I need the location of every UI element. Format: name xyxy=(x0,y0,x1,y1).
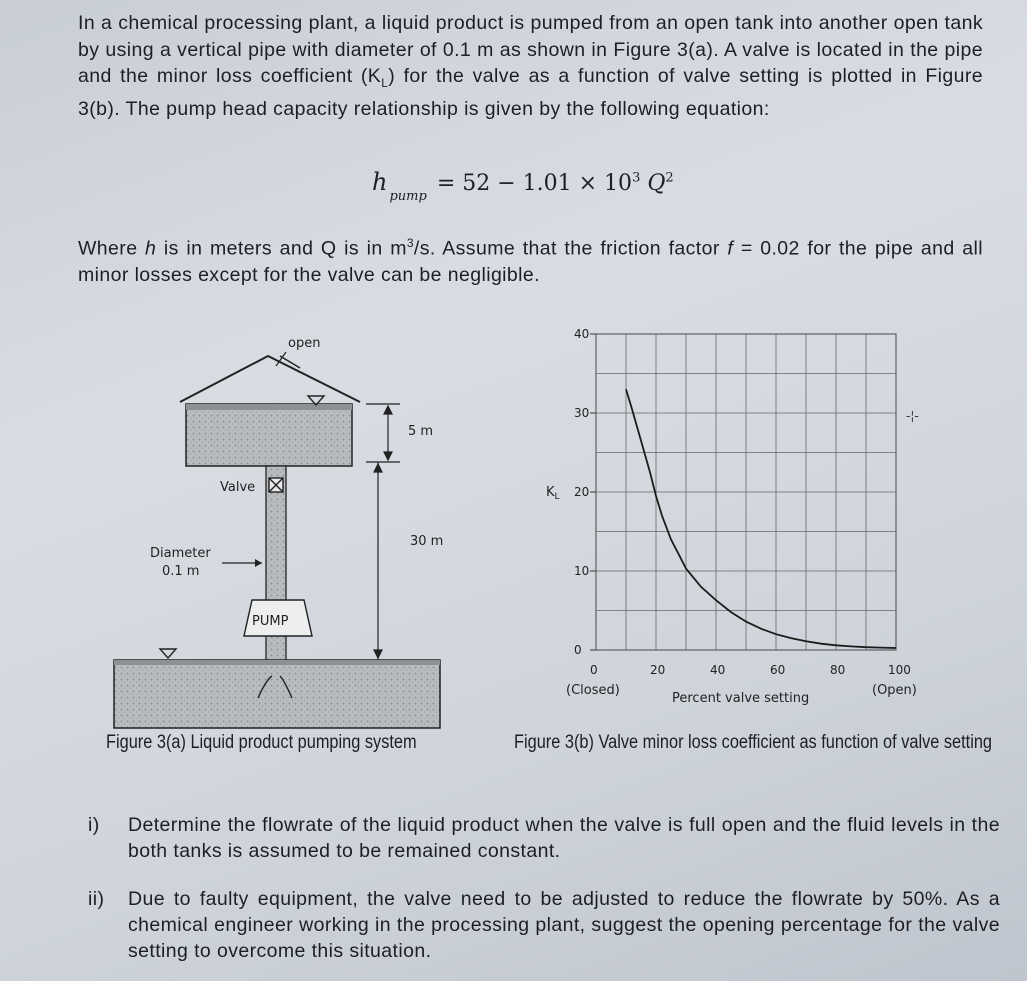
tank-roof xyxy=(180,356,360,402)
y-tick-label: 20 xyxy=(574,485,590,499)
problem-assumptions: Where h is in meters and Q is in $m^3/s$. Assume that the friction factor f = 0.02 for the pipe and all minor losses except for the valve can be negligible. xyxy=(78,236,983,286)
y-tick-label: 0 xyxy=(574,643,582,657)
chart-ticks xyxy=(574,327,911,677)
x-tick-note-closed: (Closed) xyxy=(566,683,620,698)
label-pump: PUMP xyxy=(252,614,289,629)
x-tick-label: 100 xyxy=(888,663,911,677)
x-tick-note-open: (Open) xyxy=(872,683,917,698)
crosshair-icon: -¦- xyxy=(906,409,919,423)
label-valve: Valve xyxy=(220,480,256,495)
problem-intro: In a chemical processing plant, a liquid product is pumped from an open tank into another open tank by using a vertical pipe with diameter of 0.1 m as shown in Figure 3(a). A valve is located in the pipe and the minor loss coefficient $(K_L)$ for the valve as a function of valve setting is plotted in Figure 3(b). The pump head capacity relationship is given by the following equation: xyxy=(78,12,983,121)
label-30m: 30 m xyxy=(410,534,444,549)
label-diameter-value: 0.1 m xyxy=(162,564,200,579)
y-tick-label: 10 xyxy=(574,564,590,578)
dimension-30m xyxy=(374,462,382,660)
kl-curve xyxy=(626,389,896,648)
x-tick-label: 20 xyxy=(650,663,666,677)
figure-3a-pumping-system xyxy=(100,320,480,730)
figure-3b-chart xyxy=(530,320,950,715)
lower-tank xyxy=(114,660,440,728)
label-open: open xyxy=(288,336,321,351)
question-text: Determine the flowrate of the liquid product when the valve is full open and the fluid levels in the both tanks is assumed to be remained constant. xyxy=(128,814,1000,862)
x-axis-label: Percent valve setting xyxy=(672,691,810,706)
question-number: i) xyxy=(88,814,100,836)
kl-subscript: L xyxy=(381,75,389,90)
x-tick-label: 0 xyxy=(590,663,598,677)
pump-head-equation: $h_{pump}= 52 - 1.01 \times 10^3$ $Q^2$ xyxy=(372,168,674,204)
x-tick-label: 40 xyxy=(710,663,726,677)
y-tick-label: 30 xyxy=(574,406,590,420)
x-tick-label: 80 xyxy=(830,663,846,677)
caption-figure-3b: Figure 3(b) Valve minor loss coefficient as function of valve setting xyxy=(514,732,993,753)
chart-grid xyxy=(596,334,896,650)
lower-water-level-symbol xyxy=(160,649,176,658)
label-diameter: Diameter xyxy=(150,546,211,561)
question-number: ii) xyxy=(88,888,105,910)
x-tick-label: 60 xyxy=(770,663,786,677)
upper-tank xyxy=(186,404,352,466)
y-tick-label: 40 xyxy=(574,327,590,341)
y-axis-label: $K_L$ xyxy=(546,485,560,502)
valve-icon xyxy=(269,478,283,492)
caption-figure-3a: Figure 3(a) Liquid product pumping system xyxy=(106,732,417,753)
label-5m: 5 m xyxy=(408,424,434,439)
dimension-5m xyxy=(366,404,400,462)
question-text: Due to faulty equipment, the valve need to be adjusted to reduce the flowrate by 50%. As a chemical engineer working in the processing plant, suggest the opening percentage for the valve setting to overcome this situation. xyxy=(128,888,1000,962)
